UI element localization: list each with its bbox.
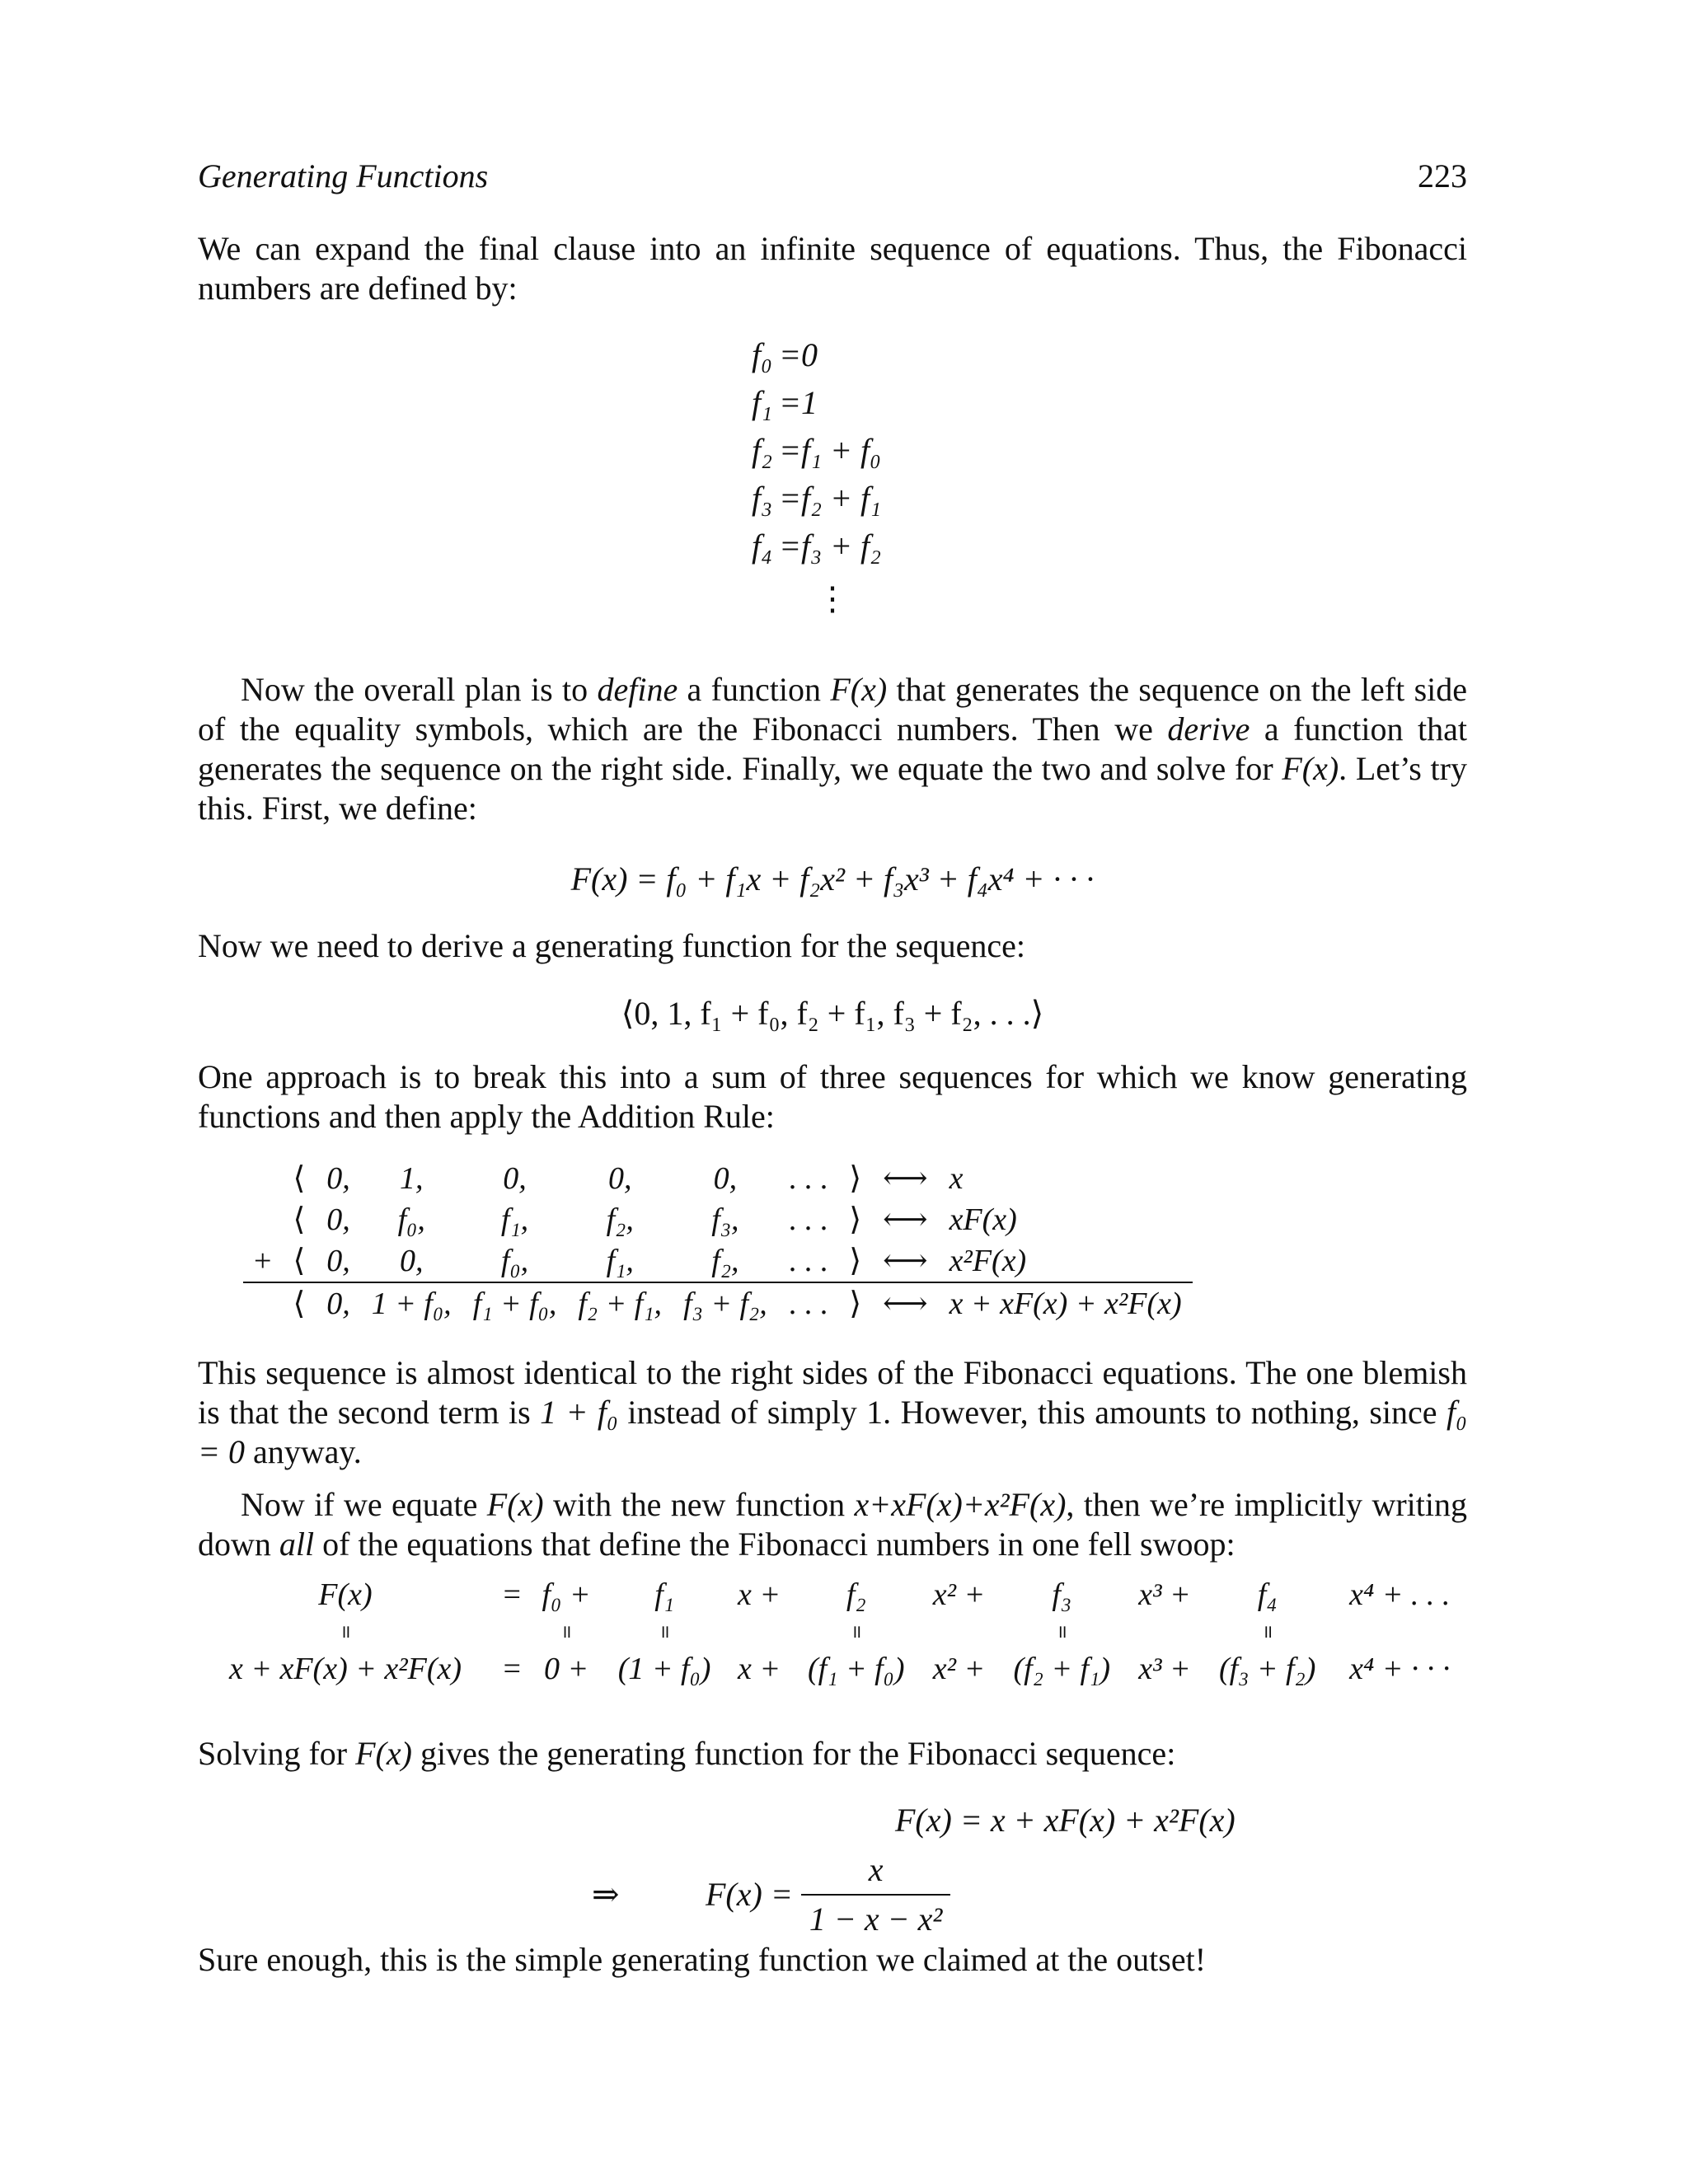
paragraph-solving: Solving for F(x) gives the generating function for the Fibonacci sequence: xyxy=(198,1735,1176,1772)
fib-def-row: f₁ =1 xyxy=(752,384,818,421)
fibonacci-definitions xyxy=(752,331,881,570)
equation-F-definition: F(x) = f₀ + f₁x + f₂x² + f₃x³ + f₄x⁴ + · · · xyxy=(570,860,1095,898)
fibonacci-equation-alignment xyxy=(198,1574,1467,1690)
fib-def-row: f₂ =f₁ + f₀ xyxy=(752,432,882,469)
paragraph-blemish: This sequence is almost identical to the right sides of the Fibonacci equations. The one blemish is that the second term is 1 + f₀ instead of simply 1. However, this amounts to nothing, since f₀ = 0 anyway. xyxy=(198,1354,1467,1470)
sequence-row: ⟨ 0, 1, 0, 0, 0, . . . ⟩ ⟷ x xyxy=(293,1161,964,1196)
equation-target-sequence: ⟨0, 1, f₁ + f₀, f₂ + f₁, f₃ + f₂, . . .⟩ xyxy=(621,995,1044,1032)
sequence-row: ⟨ 0, f₀, f₁, f₂, f₃, . . . ⟩ ⟷ xF(x) xyxy=(293,1202,1017,1237)
fib-def-row: f₃ =f₂ + f₁ xyxy=(752,480,882,517)
paragraph-intro: We can expand the final clause into an infinite sequence of equations. Thus, the Fibonacci numbers are defined by: xyxy=(198,230,1467,307)
sum-row: ⟨ 0, 1 + f₀, f₁ + f₀, f₂ + f₁, f₃ + f₂, . . . ⟩ ⟷ x + xF(x) + x²F(x) xyxy=(243,1282,1193,1324)
page: Generating Functions 223 We can expand the final clause into an infinite sequence of equations. Thus, the Fibonacci numbers are defined by: f₀ =0 f₁ =1 f₂ =f₁ + f₀ f₃ =f₂ + f₁ f₄ =f₃ + f₂ ⋮ Now the overall plan is to define a function F(x) that generates the sequence on the left side of the equality symbols, which are the Fibonacci numbers. Then we derive a function that generates the sequence on the right side. Finally, we equate the two and solve for F(x). Let’s try this. First, we define: F(x) = f₀ + f₁x + f₂x² + f₃x³ + f₄x⁴ + · · · Now we need to derive a generating function for the sequence: ⟨0, 1, f₁ + f₀, f₂ + f₁, f₃ + f₂, . . .⟩ One approach is to break this into a sum of three sequences for which we know generating functions and then apply the Addition Rule: ⟨ 0, 1, 0, 0, 0, . . . ⟩ ⟷ x ⟨ 0, f₀, f₁, f₂, f₃, . . . ⟩ ⟷ xF(x) + ⟨ 0, 0, f₀, f₁, f₂, . . . ⟩ ⟷ x²F(x) ⟨ 0, 1 + f₀, f₁ + f₀, f₂ + f₁, f₃ + f₂, . . . ⟩ ⟷ x + xF(x) + x²F(x) This sequence is almost identical to the right sides of the Fibonacci equations. The one blemish is that the second term is 1 + f₀ instead of simply 1. However, this amounts to nothing, since f₀ = 0 anyway. Now if we equate F(x) with the new function x+xF(x)+x²F(x), then we’re implicitly writing down all of the equations that define the Fibonacci numbers in one fell swoop: F(x) = f₀ + f₁ x + f₂ x² + f₃ x³ + f₄ x⁴ + . . . ॥ ॥ ॥ ॥ ॥ ॥ x + xF(x) + x²F(x) = 0 + (1 + f₀) x + (f₁ + f₀) x² + (f₂ + f₁) x³ + (f₃ + f₂) x⁴ + · · · Solving for F(x) gives the generating function for the Fibonacci sequence: F(x) = x + xF(x) + x²F(x) ⇒ F(x) = $\frac{x}{\text{1 − x − x²}}$ Sure enough, this is the simple generating function we claimed at the outset! xyxy=(198,0,1467,2184)
paragraph-plan: Now the overall plan is to define a function F(x) that generates the sequence on the left side of the equality symbols, which are the Fibonacci numbers. Then we derive a function that generates the sequence on the right side. Finally, we equate the two and solve for F(x). Let’s try this. First, we define: xyxy=(198,671,1467,827)
fraction: $\frac{x}{\text{1 − x − x²}}$ xyxy=(801,1846,950,1943)
fibonacci-recurrence-row: x + xF(x) + x²F(x) = 0 + (1 + f₀) x + (f₁ + f₀) x² + (f₂ + f₁) x³ + (f₃ + f₂) x⁴ + · · · xyxy=(228,1652,1451,1686)
paragraph-derive: Now we need to derive a generating function for the sequence: xyxy=(198,927,1026,964)
page-number: 223 xyxy=(1418,157,1467,194)
solve-line-2: ⇒ F(x) = $\frac{x}{\text{1 − x − x²}}$ xyxy=(592,1846,950,1943)
paragraph-conclusion: Sure enough, this is the simple generating function we claimed at the outset! xyxy=(198,1941,1207,1978)
paragraph-approach: One approach is to break this into a sum of three sequences for which we know generating functions and then apply the Addition Rule: xyxy=(198,1058,1467,1135)
fib-def-row: f₀ =0 xyxy=(752,336,818,373)
implies-symbol: ⇒ xyxy=(592,1876,620,1913)
generating-series-row: F(x) = f₀ + f₁ x + f₂ x² + f₃ x³ + f₄ x⁴ + . . . xyxy=(318,1577,1451,1612)
sequence-row: + ⟨ 0, 0, f₀, f₁, f₂, . . . ⟩ ⟷ x²F(x) xyxy=(254,1244,1027,1278)
running-header xyxy=(198,153,1467,199)
vertical-ellipsis: ⋮ xyxy=(816,580,849,617)
fib-def-row: f₄ =f₃ + f₂ xyxy=(752,527,882,565)
sequence-addition-table xyxy=(243,1158,1193,1324)
paragraph-equate: Now if we equate F(x) with the new function x+xF(x)+x²F(x), then we’re implicitly writing down all of the equations that define the Fibonacci numbers in one fell swoop: xyxy=(198,1486,1467,1563)
header-title: Generating Functions xyxy=(198,157,489,194)
equality-marks-row: ॥ ॥ ॥ ॥ ॥ ॥ xyxy=(340,1621,1273,1642)
